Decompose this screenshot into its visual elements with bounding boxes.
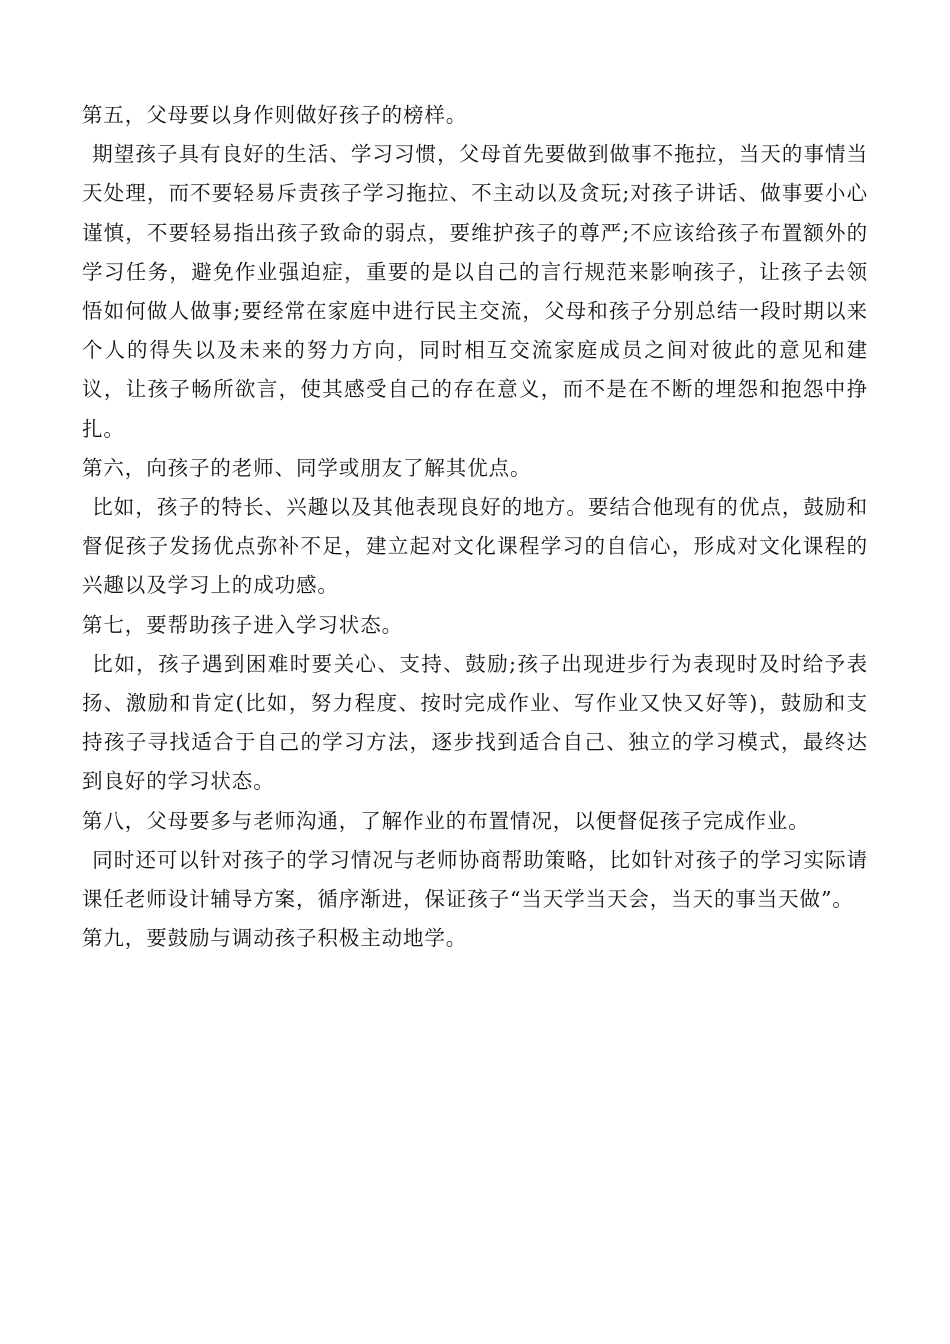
- section-heading-9: 第九，要鼓励与调动孩子积极主动地学。: [82, 926, 468, 951]
- section-heading-7: 第七，要帮助孩子进入学习状态。: [82, 612, 403, 637]
- section-body-7: 比如，孩子遇到困难时要关心、支持、鼓励;孩子出现进步行为表现时及时给予表扬、激励和肯定(比如，努力程度、按时完成作业、写作业又快又好等)，鼓励和支持孩子寻找适合于自己的学习方法，逐步找到适合自己、独立的学习模式，最终达到良好的学习状态。: [82, 651, 868, 794]
- section-body-8: 同时还可以针对孩子的学习情况与老师协商帮助策略，比如针对孩子的学习实际请课任老师设计辅导方案，循序渐进，保证孩子“当天学当天会，当天的事当天做”。: [82, 847, 868, 912]
- section-heading-5: 第五，父母要以身作则做好孩子的榜样。: [82, 103, 468, 127]
- section-body-6: 比如，孩子的特长、兴趣以及其他表现良好的地方。要结合他现有的优点，鼓励和督促孩子发扬优点弥补不足，建立起对文化课程学习的自信心，形成对文化课程的兴趣以及学习上的成功感。: [82, 495, 868, 598]
- document-page: [82, 96, 868, 958]
- section-heading-8: 第八，父母要多与老师沟通，了解作业的布置情况，以便督促孩子完成作业。: [82, 808, 810, 833]
- section-body-5: 期望孩子具有良好的生活、学习习惯，父母首先要做到做事不拖拉，当天的事情当天处理，而不要轻易斥责孩子学习拖拉、不主动以及贪玩;对孩子讲话、做事要小心谨慎，不要轻易指出孩子致命的弱点，要维护孩子的尊严;不应该给孩子布置额外的学习任务，避免作业强迫症，重要的是以自己的言行规范来影响孩子，让孩子去领悟如何做人做事;要经常在家庭中进行民主交流，父母和孩子分别总结一段时期以来个人的得失以及未来的努力方向，同时相互交流家庭成员之间对彼此的意见和建议，让孩子畅所欲言，使其感受自己的存在意义，而不是在不断的埋怨和抱怨中挣扎。: [82, 142, 868, 441]
- section-heading-6: 第六，向孩子的老师、同学或朋友了解其优点。: [82, 455, 532, 480]
